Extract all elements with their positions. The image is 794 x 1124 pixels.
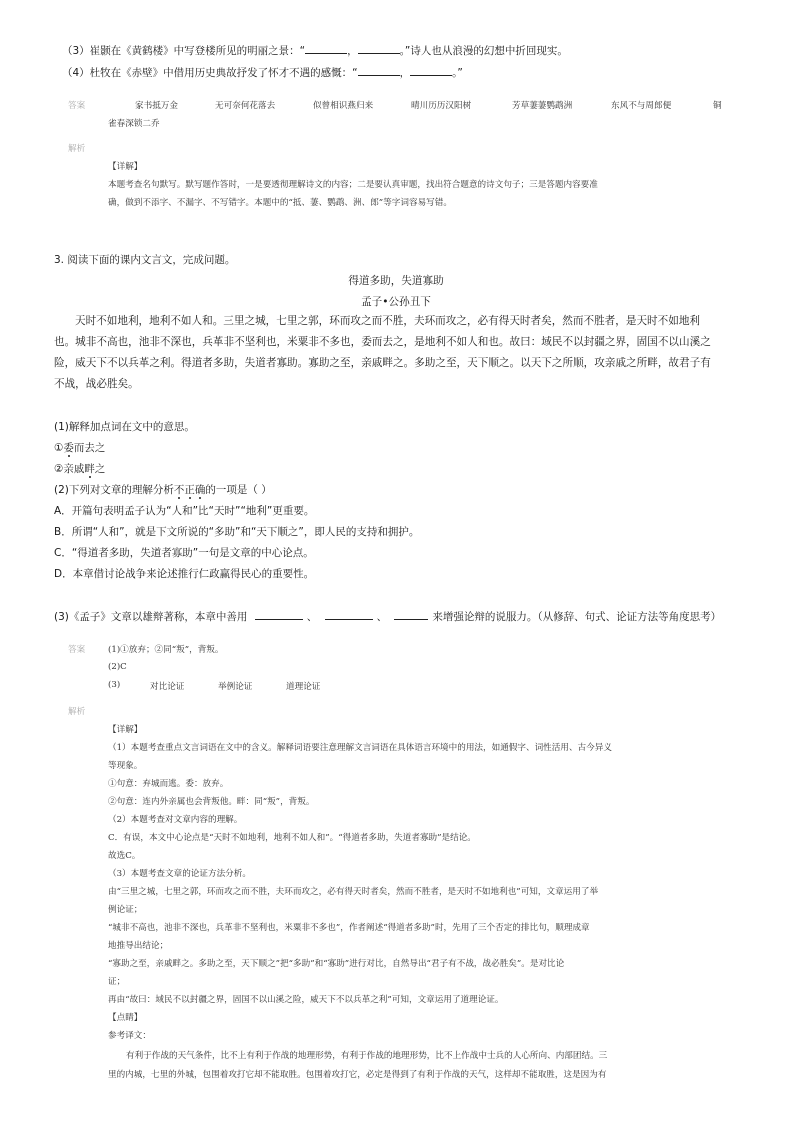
separator: 、 [376, 611, 388, 623]
item3-prefix: （3）崔颢在《黄鹤楼》中写登楼所见的明丽之景：“ [62, 45, 306, 57]
separator: 、 [306, 611, 318, 623]
passage-text [54, 311, 738, 395]
question-text: 来增强论辩的说服力。（从修辞、句式、论证方法等角度思考） [432, 611, 722, 623]
analysis-line: 再由“故曰：域民不以封疆之界，固国不以山溪之险，威天下不以兵革之利”可知，文章运用了道理论证。 [108, 995, 504, 1005]
answer-line: (1)①放弃；②同“叛”，背叛。 [108, 645, 224, 655]
sub-question-1: (1)解释加点词在文中的意思。 [54, 421, 195, 433]
analysis-line: 确，做到不添字、不漏字、不写错字。本题中的“抵、萋、鹦鹉、洲、郎”等字词容易写错。 [108, 198, 452, 208]
answer-blank[interactable] [325, 609, 373, 620]
answer-item: 家书抵万金 [135, 101, 178, 111]
analysis-line: 等现象。 [108, 761, 143, 771]
analysis-head: 【详解】 [108, 162, 143, 172]
answer-item: 举例论证 [218, 682, 253, 692]
item-number: ②亲戚 [54, 463, 85, 475]
sub-question-1-a [54, 440, 105, 455]
passage-line: 也。城非不高也，池非不深也，兵革非不坚利也，米粟非不多也，委而去之，是地利不如人和也。故曰：域民不以封疆之界，固国不以山溪之 [54, 336, 711, 348]
analysis-line: 故选C。 [108, 851, 141, 861]
answer-item: 铜 [713, 101, 722, 111]
analysis-line: 参考译文： [108, 1031, 151, 1041]
item4-sep: ， [399, 67, 411, 79]
passage-line: 险，威天下不以兵革之利。得道者多助，失道者寡助。寡助之至，亲戚畔之。多助之至，天下顺之。以天下之所顺，攻亲戚之所畔，故君子有 [54, 357, 711, 369]
passage-line: 天时不如地利，地利不如人和。三里之城，七里之郭，环而攻之而不胜，夫环而攻之，必有得天时者矣，然而不胜者，是天时不如地利 [75, 315, 701, 327]
passage-author: 孟子•公孙丑下 [361, 296, 431, 308]
analysis-line: ②句意：连内外亲属也会背叛他。畔：同“叛”，背叛。 [108, 797, 315, 807]
answer-item: 东风不与周郎便 [611, 101, 672, 111]
analysis-label: 解析 [68, 144, 86, 154]
dotted-word: 确 [194, 484, 206, 496]
answer-blank[interactable] [358, 43, 400, 54]
analysis-line: 【点睛】 [108, 1013, 143, 1023]
question-text: (3)《孟子》文章以雄辩著称，本章中善用 [54, 611, 248, 623]
analysis-line: 由“三里之城，七里之郭，环而攻之而不胜，夫环而攻之，必有得天时者矣，然而不胜者，是天时不如地利也”可知，文章运用了举 [108, 887, 599, 897]
option-b[interactable]: B．所谓“人和”，就是下文所说的“多助”和“天下顺之”，即人民的支持和拥护。 [54, 526, 420, 538]
answer-label: 答案 [68, 645, 86, 655]
answer-blank[interactable] [394, 609, 428, 620]
q-prev-item-4 [62, 65, 463, 80]
dotted-word: 委 [63, 442, 74, 454]
answer-item: 无可奈何花落去 [215, 101, 276, 111]
analysis-line: 有利于作战的天气条件，比不上有利于作战的地理形势，有利于作战的地理形势，比不上作战中士兵的人心所向、内部团结。三 [126, 1051, 608, 1061]
analysis-line: 里的内城，七里的外城，包围着攻打它却不能取胜。包围着攻打它，必定是得到了有利于作战的天气，这样却不能取胜，这是因为有 [108, 1070, 607, 1080]
answer-item: 道理论证 [286, 682, 321, 692]
analysis-line: C．有误，本文中心论点是“天时不如地利，地利不如人和”。“得道者多助，失道者寡助”是结论。 [108, 833, 476, 843]
analysis-line: 地推导出结论； [108, 941, 169, 951]
analysis-line: “寡助之至，亲戚畔之。多助之至，天下顺之”把“多助”和“寡助”进行对比，自然导出“君子有不战，战必胜矣”。是对比论 [108, 959, 565, 969]
dotted-word: 不 [173, 484, 185, 496]
item3-suffix: 。”诗人也从浪漫的幻想中折回现实。 [399, 45, 568, 57]
answer-blank[interactable] [305, 43, 347, 54]
sub-question-3 [54, 609, 721, 624]
option-a[interactable]: A．开篇句表明孟子认为“人和”比“天时”“地利”更重要。 [54, 505, 315, 517]
item-number: ① [54, 442, 64, 454]
analysis-line: （3）本题考查文章的论证方法分析。 [108, 869, 251, 879]
item-text: 而去之 [73, 442, 106, 454]
answer-line: (3) [108, 680, 121, 690]
item4-suffix: 。” [452, 67, 463, 79]
dotted-word: 正 [184, 484, 195, 496]
option-d[interactable]: D．本章借讨论战争来论述推行仁政赢得民心的重要性。 [54, 568, 315, 580]
dotted-word: 畔 [84, 463, 95, 475]
analysis-line: “城非不高也，池非不深也，兵革非不坚利也，米粟非不多也”，作者阐述“得道者多助”时，先用了三个否定的排比句，顺理成章 [108, 923, 590, 933]
q-prev-item-3 [62, 43, 568, 58]
question-text: (2)下列对文章的理解分析 [54, 484, 174, 496]
analysis-line: （1）本题考查重点文言词语在文中的含义。解释词语要注意理解文言词语在具体语言环境中的用法，如通假字、词性活用、古今异义 [108, 743, 612, 753]
answer-item: 雀春深锁二乔 [108, 119, 160, 129]
answer-item: 似曾相识燕归来 [313, 101, 374, 111]
answer-item: 晴川历历汉阳树 [411, 101, 472, 111]
analysis-line: 本题考查名句默写。默写题作答时，一是要透彻理解诗文的内容；二是要认真审题，找出符合题意的诗文句子；三是答题内容要准 [108, 180, 598, 190]
analysis-line: （2）本题考查对文章内容的理解。 [108, 815, 243, 825]
passage-line: 不战，战必胜矣。 [54, 378, 139, 390]
passage-title: 得道多助，失道寡助 [348, 275, 444, 287]
answer-label: 答案 [68, 101, 86, 111]
answer-item: 对比论证 [150, 682, 185, 692]
question-text: 的一项是（ ） [205, 484, 272, 496]
analysis-label: 解析 [68, 707, 86, 717]
sub-question-2 [54, 482, 272, 497]
analysis-line: ①句意：弃城而逃。委：放弃。 [108, 779, 229, 789]
option-c[interactable]: C．“得道者多助，失道者寡助”一句是文章的中心论点。 [54, 547, 314, 559]
item4-prefix: （4）杜牧在《赤壁》中借用历史典故抒发了怀才不遇的感慨：“ [62, 67, 358, 79]
answer-blank[interactable] [410, 65, 452, 76]
item-text: 之 [94, 463, 106, 475]
answer-item: 芳草萋萋鹦鹉洲 [512, 101, 573, 111]
item3-sep: ， [347, 45, 358, 57]
analysis-line: 【详解】 [108, 725, 143, 735]
analysis-line: 例论证； [108, 905, 143, 915]
answer-blank[interactable] [255, 609, 303, 620]
sub-question-1-b [54, 461, 105, 476]
answer-blank[interactable] [358, 65, 400, 76]
analysis-line: 证； [108, 977, 126, 987]
answer-line: (2)C [108, 662, 127, 672]
question-3-intro: 3. 阅读下面的课内文言文，完成问题。 [54, 254, 236, 266]
